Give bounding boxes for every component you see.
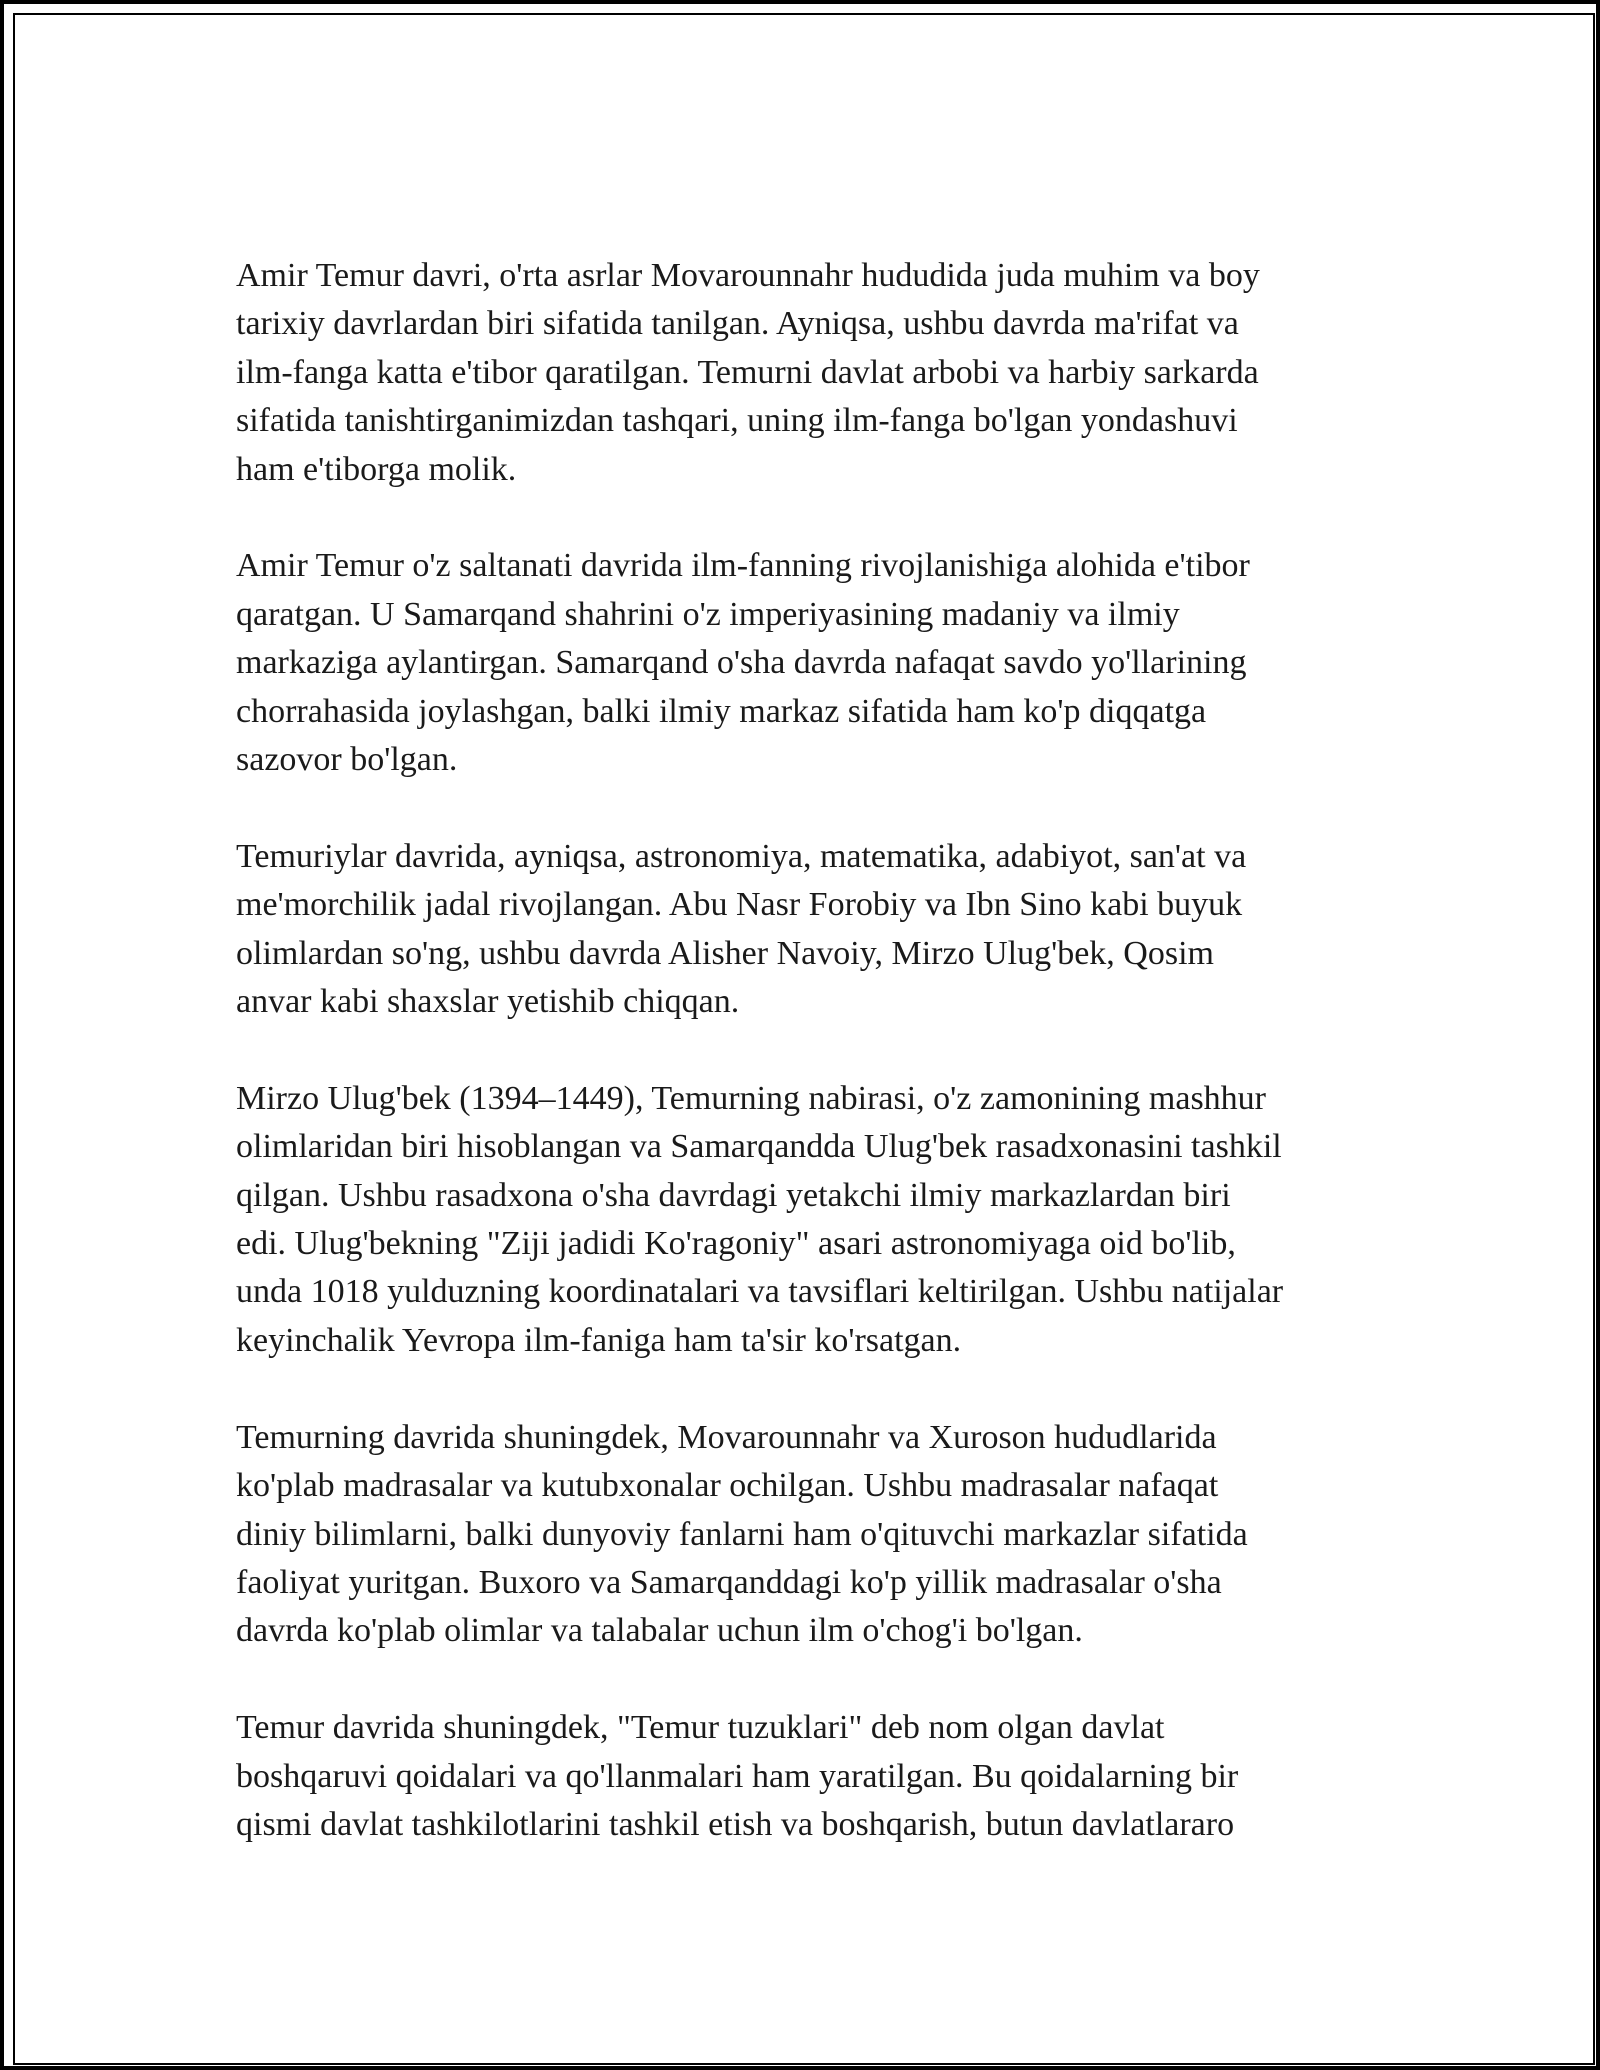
- text-line: qaratgan. U Samarqand shahrini o'z imperiyasining madaniy va ilmiy: [236, 595, 1180, 633]
- paragraph-2: [236, 542, 1376, 784]
- text-line: me'morchilik jadal rivojlangan. Abu Nasr Forobiy va Ibn Sino kabi buyuk: [236, 886, 1243, 924]
- paragraph-1: [236, 252, 1376, 494]
- text-line: faoliyat yuritgan. Buxoro va Samarqanddagi ko'p yillik madrasalar o'sha: [236, 1563, 1222, 1601]
- paragraph-3: [236, 833, 1376, 1027]
- text-line: olimlaridan biri hisoblangan va Samarqandda Ulug'bek rasadxonasini tashkil: [236, 1128, 1282, 1166]
- text-line: sazovor bo'lgan.: [236, 741, 458, 779]
- document-body: [236, 252, 1376, 1898]
- text-line: ilm-fanga katta e'tibor qaratilgan. Temurni davlat arbobi va harbiy sarkarda: [236, 353, 1259, 391]
- text-line: sifatida tanishtirganimizdan tashqari, uning ilm-fanga bo'lgan yondashuvi: [236, 402, 1238, 440]
- paragraph-4: [236, 1075, 1376, 1365]
- text-line: unda 1018 yulduzning koordinatalari va tavsiflari keltirilgan. Ushbu natijalar: [236, 1273, 1284, 1311]
- text-line: Temuriylar davrida, ayniqsa, astronomiya, matematika, adabiyot, san'at va: [236, 837, 1247, 875]
- text-line: Mirzo Ulug'bek (1394–1449), Temurning nabirasi, o'z zamonining mashhur: [236, 1079, 1266, 1117]
- text-line: Amir Temur davri, o'rta asrlar Movarounnahr hududida juda muhim va boy: [236, 257, 1260, 294]
- text-line: olimlardan so'ng, ushbu davrda Alisher Navoiy, Mirzo Ulug'bek, Qosim: [236, 934, 1214, 972]
- text-line: Temurning davrida shuningdek, Movarounnahr va Xuroson hududlarida: [236, 1418, 1217, 1456]
- text-line: diniy bilimlarni, balki dunyoviy fanlarni ham o'qituvchi markazlar sifatida: [236, 1515, 1248, 1553]
- text-line: Temur davrida shuningdek, "Temur tuzuklari" deb nom olgan davlat: [236, 1709, 1165, 1747]
- text-line: ko'plab madrasalar va kutubxonalar ochilgan. Ushbu madrasalar nafaqat: [236, 1467, 1219, 1505]
- text-line: edi. Ulug'bekning "Ziji jadidi Ko'ragoniy" asari astronomiyaga oid bo'lib,: [236, 1225, 1236, 1263]
- text-line: keyinchalik Yevropa ilm-faniga ham ta'sir ko'rsatgan.: [236, 1321, 962, 1359]
- text-line: anvar kabi shaxslar yetishib chiqqan.: [236, 983, 740, 1021]
- text-line: Amir Temur o'z saltanati davrida ilm-fanning rivojlanishiga alohida e'tibor: [236, 547, 1250, 585]
- text-line: qismi davlat tashkilotlarini tashkil etish va boshqarish, butun davlatlararo: [236, 1805, 1235, 1843]
- text-line: tarixiy davrlardan biri sifatida tanilgan. Ayniqsa, ushbu davrda ma'rifat va: [236, 305, 1239, 343]
- text-line: qilgan. Ushbu rasadxona o'sha davrdagi yetakchi ilmiy markazlardan biri: [236, 1176, 1231, 1214]
- paragraph-6: [236, 1704, 1376, 1849]
- text-line: chorrahasida joylashgan, balki ilmiy markaz sifatida ham ko'p diqqatga: [236, 692, 1207, 730]
- text-line: davrda ko'plab olimlar va talabalar uchun ilm o'chog'i bo'lgan.: [236, 1612, 1083, 1650]
- text-line: boshqaruvi qoidalari va qo'llanmalari ham yaratilgan. Bu qoidalarning bir: [236, 1757, 1239, 1795]
- text-line: markaziga aylantirgan. Samarqand o'sha davrda nafaqat savdo yo'llarining: [236, 644, 1247, 682]
- paragraph-5: [236, 1414, 1376, 1656]
- text-line: ham e'tiborga molik.: [236, 450, 517, 488]
